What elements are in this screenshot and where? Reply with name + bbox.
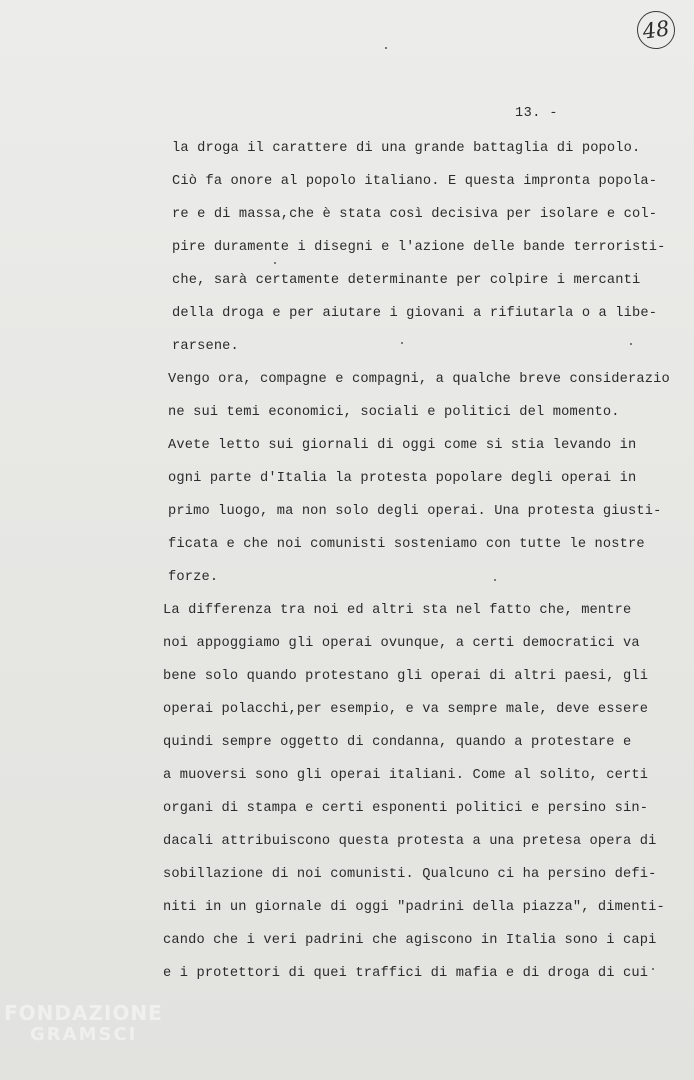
text-line: a muoversi sono gli operai italiani. Come al solito, certi	[163, 768, 649, 783]
text-line: ne sui temi economici, sociali e politici del momento.	[168, 405, 620, 420]
watermark-line-1: FONDAZIONE	[4, 1001, 163, 1025]
text-line: rarsene.	[172, 339, 239, 354]
text-line: niti in un giornale di oggi "padrini della piazza", dimenti-	[163, 900, 665, 915]
text-line: La differenza tra noi ed altri sta nel fatto che, mentre	[163, 603, 632, 618]
text-line: che, sarà certamente determinante per colpire i mercanti	[172, 273, 641, 288]
scan-speck	[401, 342, 403, 344]
text-line: ficata e che noi comunisti sosteniamo con tutte le nostre	[168, 537, 645, 552]
text-line: organi di stampa e certi esponenti politici e persino sin-	[163, 801, 649, 816]
text-line: Ciò fa onore al popolo italiano. E questa impronta popola-	[172, 174, 658, 189]
watermark-line-2: GRAMSCI	[30, 1024, 138, 1045]
scan-speck	[630, 343, 632, 345]
scan-speck	[385, 47, 387, 49]
foundation-watermark	[4, 1002, 163, 1046]
scan-speck	[274, 262, 276, 264]
text-line: operai polacchi,per esempio, e va sempre male, deve essere	[163, 702, 649, 717]
text-line: e i protettori di quei traffici di mafia e di droga di cui	[163, 966, 649, 981]
text-line: primo luogo, ma non solo degli operai. Una protesta giusti-	[168, 504, 662, 519]
text-line: ogni parte d'Italia la protesta popolare degli operai in	[168, 471, 637, 486]
text-line: forze.	[168, 570, 219, 585]
text-line: Avete letto sui giornali di oggi come si stia levando in	[168, 438, 637, 453]
scan-speck	[652, 968, 654, 970]
text-line: cando che i veri padrini che agiscono in Italia sono i capi	[163, 933, 657, 948]
text-line: dacali attribuiscono questa protesta a una pretesa opera di	[163, 834, 657, 849]
archive-number-stamp: 48	[635, 9, 678, 52]
page-number: 13. -	[515, 106, 559, 121]
text-line: noi appoggiamo gli operai ovunque, a certi democratici va	[163, 636, 640, 651]
text-line: sobillazione di noi comunisti. Qualcuno ci ha persino defi-	[163, 867, 657, 882]
text-line: la droga il carattere di una grande battaglia di popolo.	[172, 141, 641, 156]
scan-speck	[494, 579, 496, 581]
text-line: re e di massa,che è stata così decisiva per isolare e col-	[172, 207, 658, 222]
text-line: bene solo quando protestano gli operai di altri paesi, gli	[163, 669, 649, 684]
text-line: della droga e per aiutare i giovani a rifiutarla o a libe-	[172, 306, 658, 321]
text-line: Vengo ora, compagne e compagni, a qualche breve considerazio	[168, 372, 670, 387]
text-line: pire duramente i disegni e l'azione delle bande terroristi-	[172, 240, 666, 255]
text-line: quindi sempre oggetto di condanna, quando a protestare e	[163, 735, 632, 750]
